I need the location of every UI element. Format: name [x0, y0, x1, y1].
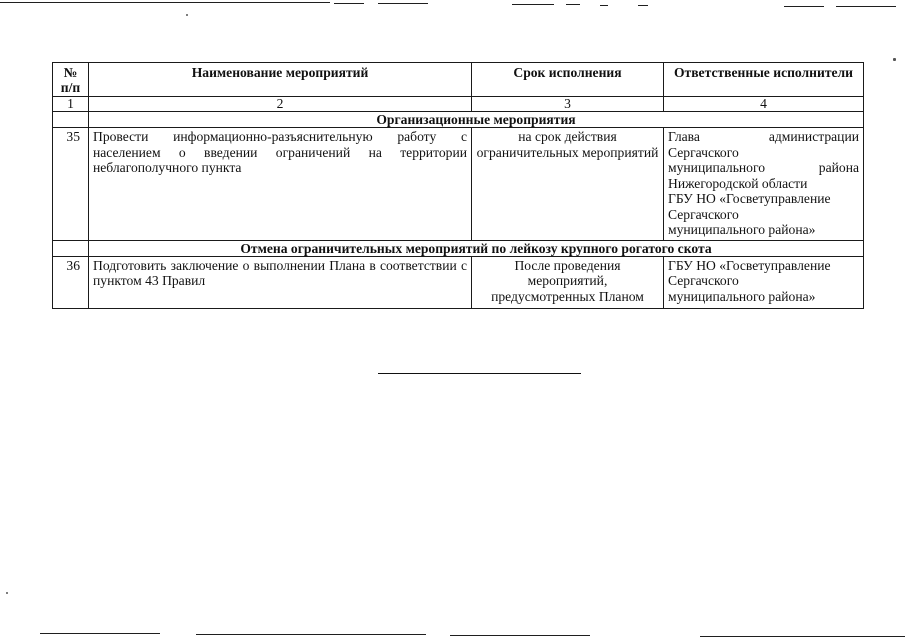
section-spacer	[53, 112, 89, 128]
scan-edge-line-top-6	[600, 5, 608, 6]
table-row	[53, 256, 864, 309]
responsible-line: Нижегородской области	[668, 175, 808, 191]
column-number: 1	[53, 97, 89, 112]
scan-speck	[186, 14, 188, 16]
scan-edge-line-top-7	[638, 5, 648, 6]
row-number: 35	[53, 128, 89, 241]
end-of-document-rule	[378, 373, 581, 374]
section-title: Организационные мероприятия	[89, 112, 864, 128]
scan-speck	[6, 592, 8, 594]
responsible-line: Сергачского	[668, 273, 739, 288]
section-title: Отмена ограничительных мероприятий по лейкозу крупного рогатого скота	[89, 240, 864, 256]
responsible-line: Глава администрации	[668, 129, 859, 144]
column-number: 2	[89, 97, 472, 112]
scan-edge-line-bottom-2	[196, 634, 426, 635]
responsible-line: ГБУ НО «Госветуправление	[668, 191, 831, 206]
section-row-cancellation	[53, 240, 864, 256]
column-number: 3	[472, 97, 664, 112]
measure-deadline: на срок действия ограничительных мероприятий	[472, 128, 664, 241]
responsible-line: Сергачского	[668, 144, 739, 160]
scan-edge-line-bottom-3	[450, 635, 590, 636]
column-number-row	[53, 97, 864, 112]
scan-edge-line-bottom-4	[700, 636, 905, 637]
responsible-line: ГБУ НО «Госветуправление	[668, 257, 831, 273]
scan-edge-line-top-8	[784, 6, 824, 7]
responsible-line: Сергачского	[668, 206, 739, 222]
header-name: Наименование мероприятий	[89, 63, 472, 97]
measure-name: Подготовить заключение о выполнении Плана в соответствии с пунктом 43 Правил	[89, 256, 472, 309]
scan-edge-line-bottom-1	[40, 633, 160, 634]
scan-edge-line-top-5	[566, 4, 580, 5]
header-row	[53, 63, 864, 97]
scan-edge-line-top-1	[0, 2, 330, 3]
scan-edge-line-top-3	[378, 3, 428, 4]
table-row	[53, 128, 864, 241]
header-num: № п/п	[53, 63, 89, 97]
responsible-line: муниципального района»	[668, 288, 816, 304]
scan-edge-line-top-2	[334, 3, 364, 4]
responsible-line: муниципального района	[668, 160, 859, 175]
section-spacer	[53, 240, 89, 256]
header-deadline: Срок исполнения	[472, 63, 664, 97]
scan-speck	[893, 58, 896, 61]
header-responsible: Ответственные исполнители	[664, 63, 864, 97]
measure-deadline: После проведения мероприятий, предусмотренных Планом	[472, 256, 664, 309]
column-number: 4	[664, 97, 864, 112]
measure-name: Провести информационно-разъяснительную работу с населением о введении ограничений на территории неблагополучного пункта	[89, 128, 472, 241]
scan-edge-line-top-9	[836, 6, 896, 7]
measure-responsible	[664, 256, 864, 309]
measure-responsible	[664, 128, 864, 241]
section-row-organizational	[53, 112, 864, 128]
row-number: 36	[53, 256, 89, 309]
responsible-line: муниципального района»	[668, 222, 816, 237]
scan-edge-line-top-4	[512, 4, 554, 5]
measures-table	[52, 62, 864, 309]
